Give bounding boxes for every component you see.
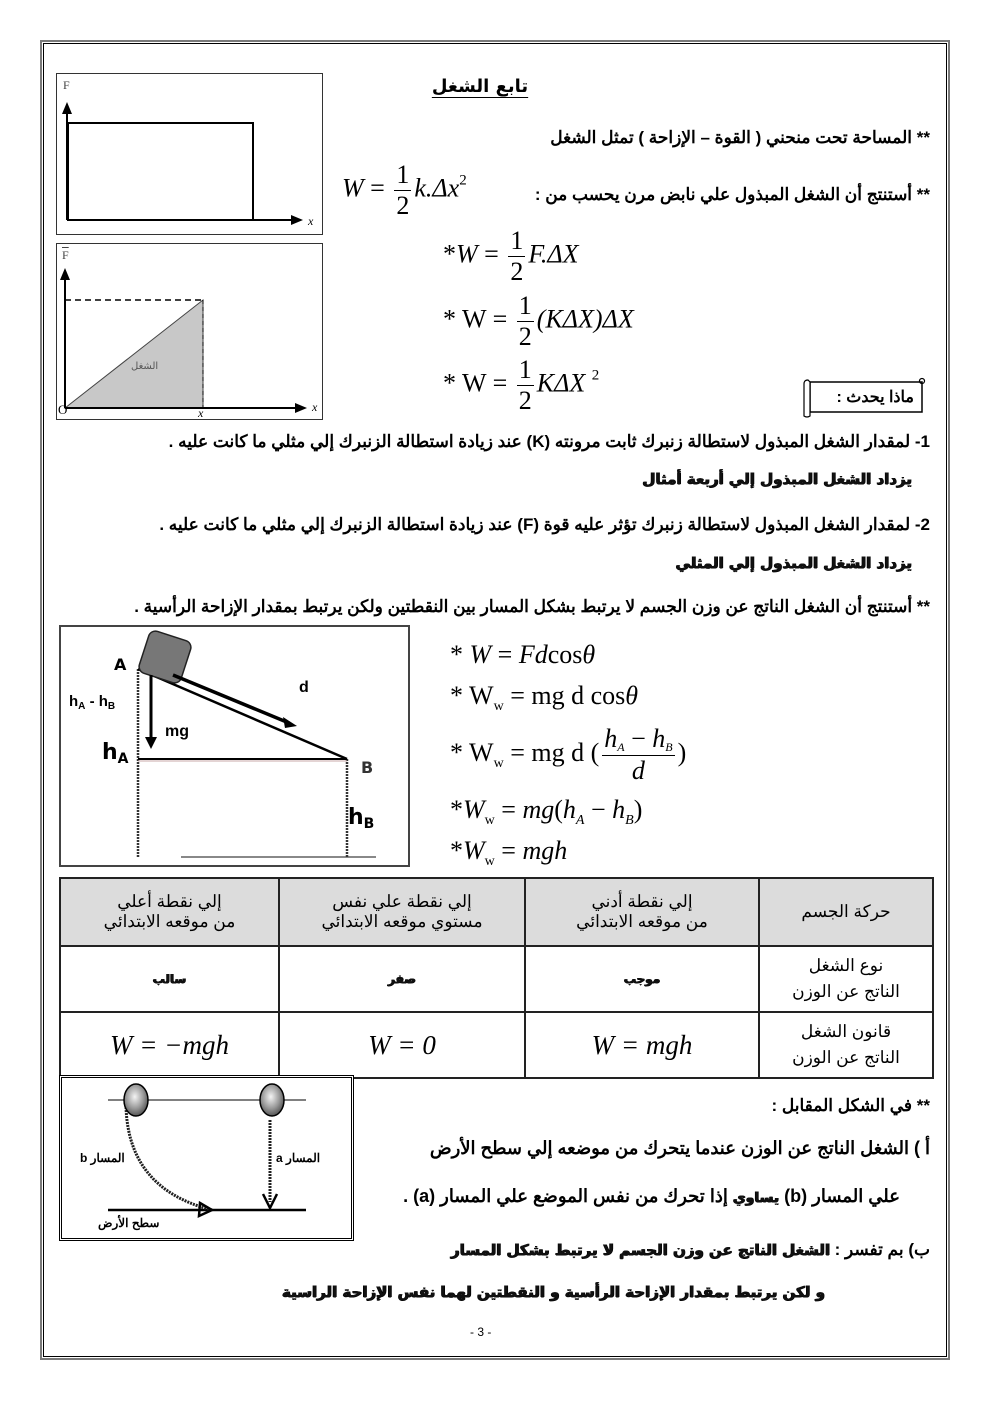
h-symbol: h <box>98 693 108 710</box>
bullet: * <box>443 239 456 269</box>
x-axis-label: x <box>308 214 314 228</box>
ground-label: سطح الأرض <box>98 1216 160 1230</box>
part-b-prefix: ب) بم تفسر : <box>834 1240 930 1259</box>
spring-force-graph <box>56 243 323 420</box>
row-header-line2: الناتج عن الوزن <box>792 982 900 1001</box>
formula-rhs: (KΔX)ΔX <box>536 304 634 334</box>
subscript-b: B <box>107 701 116 712</box>
bullet: * <box>443 304 456 334</box>
exponent: 2 <box>591 367 600 384</box>
weight-label: mg <box>165 723 189 740</box>
col-header-lower-line1: إلي نقطة أدني <box>591 892 693 911</box>
col-header-higher-line2: من موقعه الابتدائي <box>103 912 236 931</box>
work-law-higher <box>60 1012 279 1078</box>
x-axis-arrow-icon <box>291 215 303 225</box>
formula-lhs: W <box>462 304 487 334</box>
exponent: 2 <box>459 172 467 189</box>
spring-work-statement: ** أستنتج أن الشغل المبذول علي نابض مرن يحسب من : <box>534 185 930 204</box>
part-b-line1 <box>300 1240 930 1260</box>
fraction <box>508 228 525 285</box>
numerator: 1 <box>396 160 410 189</box>
question-1: 1- لمقدار الشغل المبذول لاستطالة زنبرك ثابت مرونته (K) عند زيادة استطالة الزنبرك إلي مثلي ما كانت عليه . <box>168 432 930 451</box>
work-law-same <box>279 1012 525 1078</box>
table-row <box>60 1012 933 1078</box>
incline-diagram <box>59 625 410 867</box>
y-axis-arrow-icon <box>62 102 72 114</box>
height-difference-label <box>69 693 115 712</box>
page-number: - 3 - <box>470 1325 492 1339</box>
formula-rhs: F.ΔX <box>528 239 579 269</box>
spring-force-graph-svg <box>57 244 321 418</box>
point-b-label: B <box>361 758 374 777</box>
ha-label <box>102 740 129 767</box>
derivation-step-3: * W = $\frac{1}{2}$ KΔX $^2$ <box>443 355 600 415</box>
answer-2: يزداد الشغل المبذول إلي المثلي <box>675 554 912 572</box>
law-formula: W = −mgh <box>110 1029 229 1060</box>
weight-formula-3: * $W_w$ = mg d ( $\frac{h_A - h_B}{d}$ ) <box>450 724 687 785</box>
work-type-lower: موجب <box>525 946 759 1012</box>
col-header-same-line2: مستوي موقعه الابتدائي <box>321 912 483 931</box>
numerator: 1 <box>518 291 532 320</box>
x-axis-arrow-icon <box>295 403 307 413</box>
displacement-arrow <box>173 675 289 723</box>
paths-diagram <box>59 1075 354 1241</box>
area-label: الشغل <box>131 361 159 372</box>
derivation-step-1: *W = $\frac{1}{2}$ F.ΔX <box>443 226 579 286</box>
formula-rhs: KΔX <box>536 368 586 398</box>
derivation-step-2: * W = $\frac{1}{2}$ (KΔX)ΔX <box>443 291 634 351</box>
row-header-work-type <box>759 946 933 1012</box>
ball-a-icon <box>260 1084 284 1116</box>
part-a-line2 <box>360 1186 900 1207</box>
work-type-higher: سالب <box>60 946 279 1012</box>
bullet: * <box>443 368 456 398</box>
formula-lhs: W <box>342 173 364 203</box>
weight-formula-2: * $W_w$ = mg d cosθ <box>450 681 639 714</box>
weight-arrowhead-icon <box>145 737 157 749</box>
y-axis-label: $\overline{F}$ <box>62 248 69 262</box>
page-title: تابع الشغل <box>431 76 529 97</box>
spring-work-formula: W = $\frac{1}{2}$ $k.\Delta x^2$ <box>342 160 467 220</box>
col-header-lower <box>525 878 759 946</box>
block-icon <box>137 629 192 684</box>
weight-formula-4: $*W_w = mg(h_A - h_B)$ <box>450 795 643 828</box>
fraction: $\frac{h_A - h_B}{d}$ <box>604 724 673 785</box>
row-header-line1: نوع الشغل <box>808 955 884 975</box>
work-area-rectangle <box>68 123 253 220</box>
weight-formula-1: * W = Fdcosθ <box>450 640 596 669</box>
row-header-work-law <box>759 1012 933 1078</box>
law-formula: W = 0 <box>368 1029 436 1060</box>
law-formula: W = mgh <box>591 1029 693 1060</box>
col-header-same-line1: إلي نقطة علي نفس <box>332 892 472 911</box>
x-tick-label: x <box>198 406 204 420</box>
weight-work-statement: ** أستنتج أن الشغل الناتج عن وزن الجسم لا يرتبط بشكل المسار بين النقطتين ولكن يرتبط بمقدار الإزاحة الرأسية . <box>134 597 930 616</box>
fraction <box>517 357 534 414</box>
origin-label: O <box>58 402 68 417</box>
what-happens-label: ماذا يحدث : <box>836 389 914 406</box>
col-header-higher <box>60 878 279 946</box>
part-a-text-after: إذا تحرك من نفس الموضع علي المسار (a) . <box>403 1186 728 1206</box>
denominator: 2 <box>518 322 532 351</box>
part-a-line1: أ ) الشغل الناتج عن الوزن عندما يتحرك من موضعه إلي سطح الأرض <box>429 1138 930 1158</box>
x-axis-label: x <box>312 400 318 414</box>
point-a-label: A <box>114 655 127 674</box>
answer-1: يزداد الشغل المبذول إلي أربعة أمثال <box>642 470 912 488</box>
table-row <box>60 946 933 1012</box>
area-under-curve-statement: ** المساحة تحت منحني ( القوة – الإزاحة ) تمثل الشغل <box>550 128 930 147</box>
work-by-weight-table <box>59 877 934 1079</box>
path-b-label: المسار b <box>80 1151 125 1165</box>
fraction <box>517 293 534 350</box>
row-header-motion: حركة الجسم <box>759 878 933 946</box>
work-area-triangle <box>65 300 203 408</box>
h-symbol: h <box>69 693 79 710</box>
weight-formula-5: $*W_w$ = mgh <box>450 836 568 869</box>
formula-lhs: W <box>456 239 478 269</box>
displacement-label: d <box>299 679 309 696</box>
ball-b-icon <box>124 1084 148 1116</box>
minus-sign: - <box>85 693 99 710</box>
part-b-answer-line2: و لكن يرتبط بمقدار الإزاحة الرأسية و النقطتين لهما نفس الإزاحة الراسية <box>282 1283 825 1301</box>
y-axis-arrow-icon <box>60 268 70 280</box>
constant-force-graph <box>56 73 323 235</box>
formula-lhs: W <box>462 368 487 398</box>
y-axis-label: F <box>63 78 70 92</box>
h-symbol: h <box>102 740 118 765</box>
h-symbol: h <box>348 805 364 830</box>
work-type-same: صفر <box>279 946 525 1012</box>
numerator: 1 <box>510 226 524 255</box>
denominator: 2 <box>510 257 524 286</box>
subscript-a: A <box>117 751 129 767</box>
col-header-same <box>279 878 525 946</box>
row-header-line2: الناتج عن الوزن <box>792 1048 900 1067</box>
denominator: 2 <box>396 191 410 220</box>
part-b-answer-line1: الشغل الناتج عن وزن الجسم لا يرتبط بشكل المسار <box>451 1241 831 1259</box>
work-law-lower <box>525 1012 759 1078</box>
numerator: 1 <box>518 355 532 384</box>
col-header-higher-line1: إلي نقطة أعلي <box>117 892 222 911</box>
col-header-lower-line2: من موقعه الابتدائي <box>576 912 708 931</box>
formula-rhs: k.Δx <box>414 173 460 203</box>
part-a-text-before: علي المسار (b) <box>784 1186 900 1206</box>
denominator: 2 <box>518 386 532 415</box>
path-a-label: المسار a <box>276 1151 321 1165</box>
incline-line <box>138 669 347 759</box>
fraction <box>394 162 411 219</box>
subscript-a: A <box>78 701 86 712</box>
table-header-row <box>60 878 933 946</box>
displacement-arrowhead-icon <box>283 717 297 728</box>
constant-force-graph-svg <box>57 74 321 233</box>
what-happens-banner <box>804 378 926 418</box>
hb-label <box>348 805 374 832</box>
row-header-line1: قانون الشغل <box>800 1021 892 1041</box>
subscript-b: B <box>363 816 375 832</box>
part-a-answer: يساوي <box>732 1190 780 1206</box>
figure-heading: ** في الشكل المقابل : <box>771 1096 930 1115</box>
question-2: 2- لمقدار الشغل المبذول لاستطالة زنبرك تؤثر عليه قوة (F) عند زيادة استطالة الزنبرك إلي مثلي ما كانت عليه . <box>159 515 930 534</box>
